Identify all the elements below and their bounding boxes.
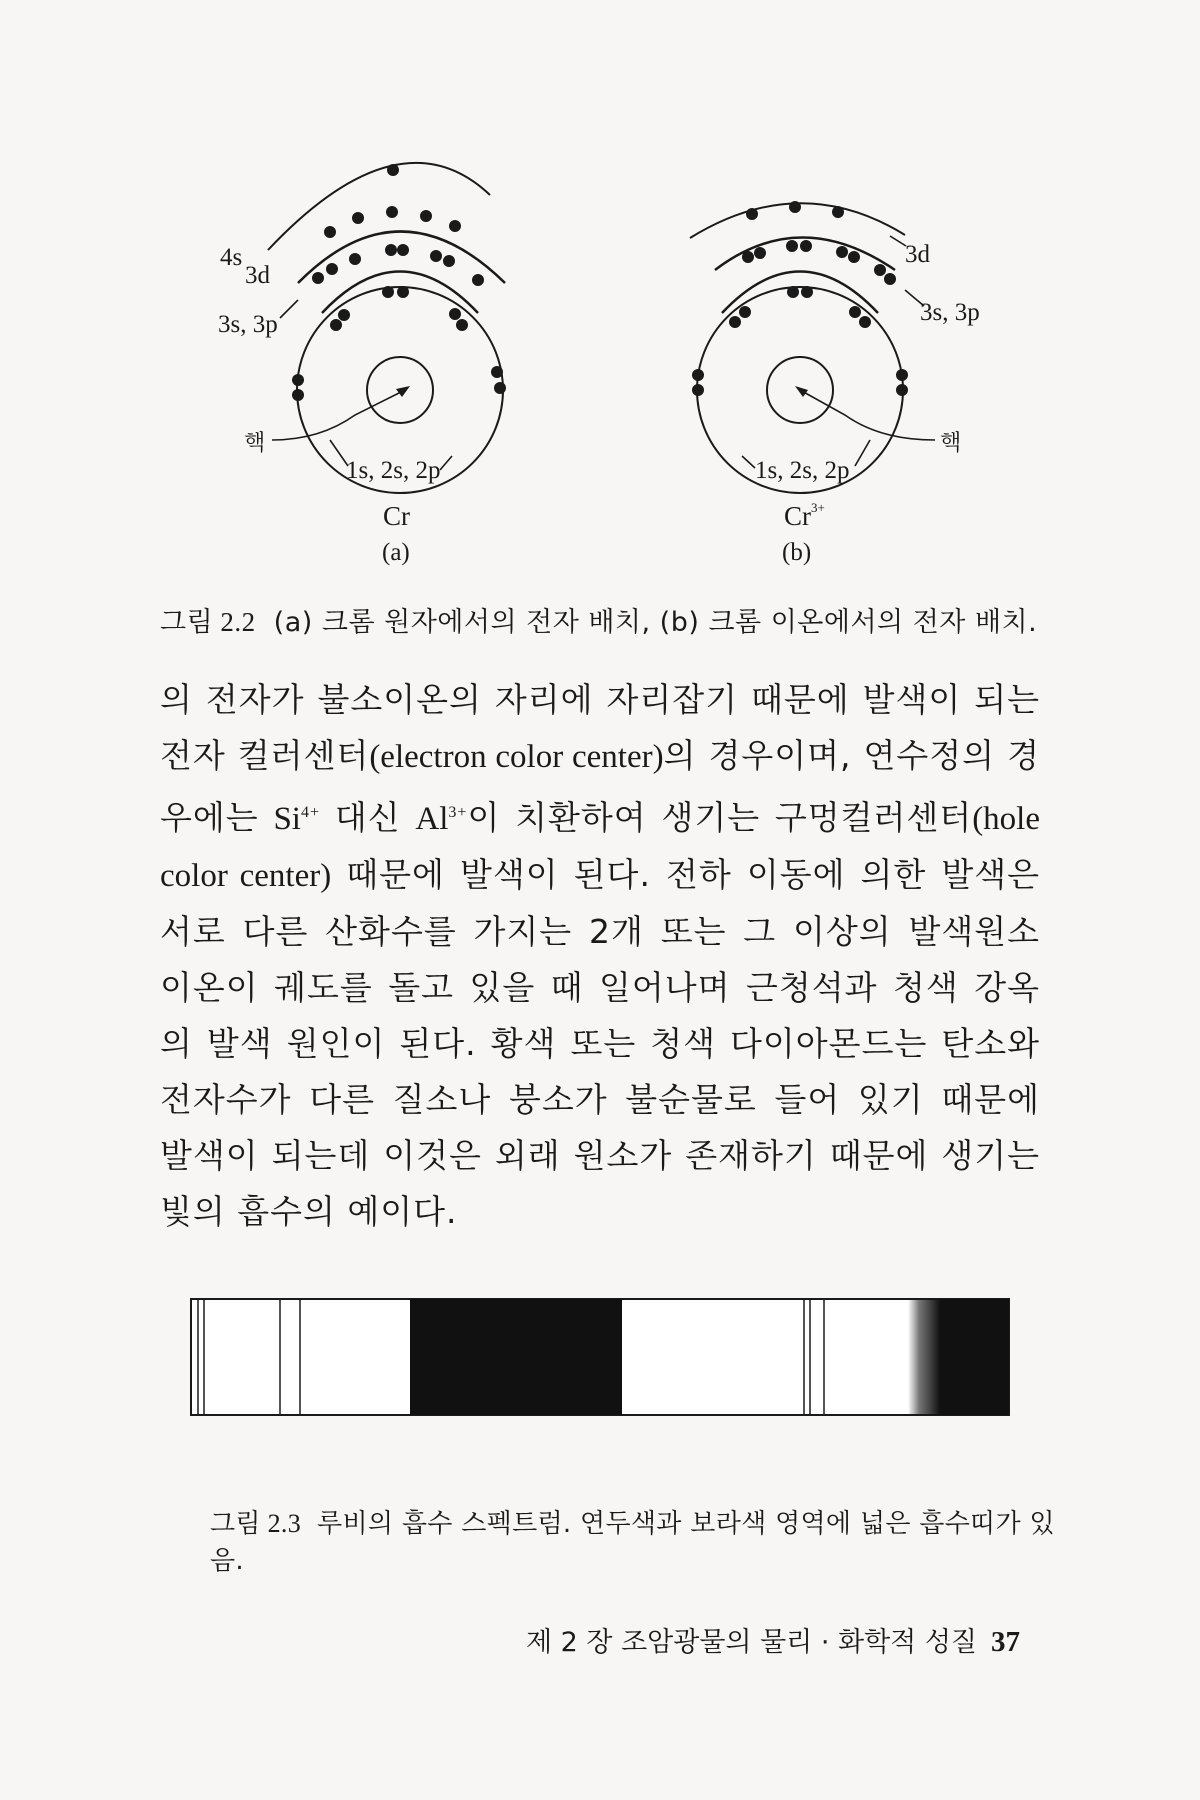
electron <box>312 272 324 284</box>
ruby-absorption-spectrum <box>190 1296 1010 1418</box>
cr3-inner-pointer-right <box>855 440 870 466</box>
electron <box>786 240 798 252</box>
charge-superscript: 3+ <box>811 500 825 515</box>
electron <box>385 244 397 256</box>
electron <box>382 286 394 298</box>
electron <box>896 369 908 381</box>
text-run: 대신 <box>320 798 416 837</box>
subfigure-label-a: (a) <box>382 539 410 566</box>
figure-2-2-caption <box>160 600 1060 639</box>
electron <box>387 164 399 176</box>
cr3-3d-pointer <box>890 236 906 246</box>
text-run: 의 경우이며, 연수정의 경우에는 <box>160 736 1040 837</box>
electron <box>456 319 468 331</box>
electron <box>832 206 844 218</box>
electron <box>848 251 860 263</box>
label-3s3p: 3s, 3p <box>218 311 278 338</box>
absorption-band-violet <box>940 1299 1009 1415</box>
electron <box>292 389 304 401</box>
cr3-ion-diagram <box>690 201 980 566</box>
electron <box>443 255 455 267</box>
electron-configuration-figure <box>0 0 1200 580</box>
electron <box>729 316 741 328</box>
electron <box>746 208 758 220</box>
electron <box>884 273 896 285</box>
element-symbol-cr: Cr <box>383 501 410 531</box>
electron <box>397 244 409 256</box>
label-4s: 4s <box>220 244 243 271</box>
page-number: 37 <box>991 1626 1020 1658</box>
caption-text: 루비의 흡수 스펙트럼. 연두색과 보라색 영역에 넓은 흡수띠가 있음. <box>210 1509 1055 1576</box>
electron <box>859 316 871 328</box>
body-paragraph <box>160 672 1040 1240</box>
electron <box>386 206 398 218</box>
electron <box>449 308 461 320</box>
electron <box>420 210 432 222</box>
figure-number: 그림 2.2 <box>160 607 256 637</box>
cr-inner-pointer-right <box>440 456 452 470</box>
electron <box>491 366 503 378</box>
cr3-inner-pointer <box>742 456 755 468</box>
electron <box>472 274 484 286</box>
electron <box>292 374 304 386</box>
ion-si-charge: 4+ <box>300 804 321 821</box>
cr-nucleus-pointer <box>272 390 405 440</box>
electron <box>430 250 442 262</box>
subfigure-label-b: (b) <box>782 539 812 566</box>
absorption-band-violet-fade <box>908 1299 940 1415</box>
electron <box>349 253 361 265</box>
figure-number: 그림 2.3 <box>210 1509 302 1538</box>
ion-si: Si <box>273 801 301 837</box>
cr-4s-arc <box>268 163 490 250</box>
label-inner-shell: 1s, 2s, 2p <box>346 457 441 484</box>
label-nucleus-right: 핵 <box>940 431 962 456</box>
text-run: 의 전자가 불소이온의 자리에 자리잡기 때문에 발색이 되는 전자 컬러센터 <box>160 680 1040 775</box>
element-symbol-cr3: $Cr^{3+}$ <box>784 500 825 531</box>
figure-2-3-caption <box>210 1503 1070 1577</box>
electron <box>352 212 364 224</box>
electron <box>449 220 461 232</box>
electron <box>330 319 342 331</box>
text-run: 이 치환하여 생기는 구멍컬러센터 <box>467 798 973 837</box>
running-footer <box>520 1620 1020 1659</box>
text-run-latin: (hole color center) <box>160 801 1040 894</box>
cr-3d-arc <box>298 232 505 284</box>
electron <box>338 309 350 321</box>
electron <box>739 306 751 318</box>
cr-3s3p-pointer <box>280 300 298 318</box>
electron <box>789 201 801 213</box>
electron <box>874 264 886 276</box>
caption-text: (a) 크롬 원자에서의 전자 배치, (b) 크롬 이온에서의 전자 배치. <box>273 607 1038 638</box>
text-run-latin: (electron color center) <box>369 739 664 775</box>
electron <box>787 286 799 298</box>
electron <box>801 286 813 298</box>
electron <box>896 384 908 396</box>
electron <box>754 247 766 259</box>
electron <box>692 369 704 381</box>
electron <box>692 384 704 396</box>
arrow-head-icon <box>396 386 410 397</box>
electron <box>800 240 812 252</box>
text-run: 때문에 발색이 된다. 전하 이동에 의한 발색은 서로 다른 산화수를 가지는 2개 또는 그 이상의 발색원소 이온이 궤도를 돌고 있을 때 일어나며 근청석과 청색 강옥의 발색 원인이 된다. 황색 또는 청색 다이아몬드는 탄소와 전자수가 다른 질소나 붕소가 불순물로 들어 있기 때문에 발색이 되는데 이것은 외래 원소가 존재하기 때문에 생기는 빛의 흡수의 예이다. <box>160 855 1040 1231</box>
electron <box>494 382 506 394</box>
ion-al-charge: 3+ <box>448 804 468 821</box>
chapter-title: 제 2 장 조암광물의 물리 · 화학적 성질 <box>526 1627 977 1658</box>
label-nucleus: 핵 <box>244 431 266 456</box>
label-3s3p-right: 3s, 3p <box>920 299 980 326</box>
cr-atom-diagram <box>218 163 506 566</box>
absorption-band-green <box>410 1299 622 1415</box>
electron <box>397 286 409 298</box>
label-3d-right: 3d <box>905 241 930 268</box>
ion-al: Al <box>415 801 449 837</box>
electron <box>836 246 848 258</box>
electron <box>326 263 338 275</box>
label-inner-shell-right: 1s, 2s, 2p <box>755 457 850 484</box>
label-3d: 3d <box>245 262 270 289</box>
arrow-head-icon <box>795 386 808 397</box>
electron <box>324 226 336 238</box>
electron <box>742 251 754 263</box>
electron <box>849 306 861 318</box>
